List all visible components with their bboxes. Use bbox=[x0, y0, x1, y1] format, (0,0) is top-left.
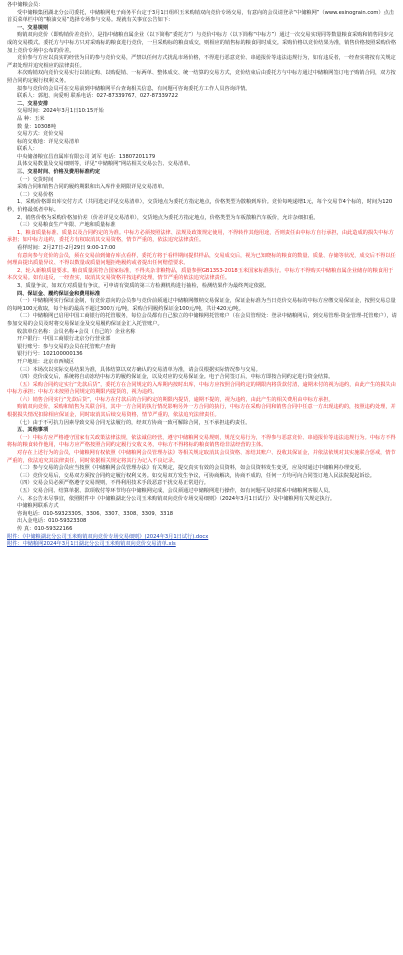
section-heading: 一、交易规则 bbox=[17, 24, 49, 31]
section-heading: 二、交易安排 bbox=[17, 100, 49, 107]
attachment-link[interactable]: 附件：中储粮网2024年3月1日湖北分公司玉米购销双向竞价交易清单.xls bbox=[7, 541, 176, 548]
body-paragraph: （一）中储粮网实行保证金制，有竞价意向的会员参与竞价前须通过中储粮网缴纳交易保证金，保证金标准为当日竞价交易标的中标方应缴交易保证金，按照交易总量的每吨100元收取，每个标的最高不超过300万元/吨，采购合同履约保证金100元/吨，共计420元/吨。 bbox=[7, 298, 396, 312]
body-paragraph: 标的交收地：详见交易清单 bbox=[17, 138, 80, 145]
section-heading: 五、其他事项 bbox=[17, 427, 49, 434]
warning-paragraph: 2、轮入新粮质量要求。粮食质量需符合国家标准，不得夹杂非粮物品，质量参照GB1353-2018玉米国家标准执行。中标方不得购买中储粮直属企业储存的粮食用于本次交易。如有违反，一经查实，取消其交易资格并按违约处理，情节严重的依法追究法律责任。 bbox=[7, 267, 394, 282]
body-paragraph: 品 种：玉米 bbox=[17, 115, 45, 122]
body-paragraph: 交易方式：竞价交易 bbox=[17, 131, 64, 138]
body-paragraph: （三）交易粮食生产年限、产地和质量标准 bbox=[17, 222, 116, 229]
warning-paragraph: 对存在上述行为的会员，中储粮网有权依照《中储粮网会员管理办法》等相关规定取消其会员资格、冻结其账户、没收其保证金，并依法依规对其实施联合惩戒，情节严重的，依法追究其法律责任，同时依据相关规定将其行为记入不良记录。 bbox=[7, 450, 396, 464]
body-paragraph: 拟参与竞价的会员可在交易前到中储粮网平台查询相关信息，有问题可咨询委托方工作人员咨询详情。 bbox=[17, 85, 251, 92]
section-heading: 三、交易时间、价格及费用标准约定 bbox=[17, 169, 101, 176]
body-paragraph: 出入金电话：010-59323308 bbox=[17, 518, 87, 525]
body-paragraph: 竞价参与方应以真实的经营为目的参与竞价交易，严禁以任何方式扰乱市场价格，不得进行恶意竞价、串通报价等违法违规行为，如有违反者，一经查实将按有关规定严肃处理并追究相应的法律责任。 bbox=[7, 55, 396, 69]
body-paragraph: （二）交易价格 bbox=[17, 191, 54, 198]
body-paragraph: （二）参与交易的会员应当按照《中储粮网会员管理办法》有关规定，提交真实有效的会员资料，如会员资料发生变更，应及时通过中储粮网办理变更。 bbox=[17, 465, 365, 472]
body-paragraph: （三）竞价交易后，交易双方须按合同约定履行权利义务。如交易双方发生争议，可协商解决，协商不成的，任何一方均可向合同签订地人民法院提起诉讼。 bbox=[17, 472, 375, 479]
warning-paragraph: （六）销售合同实行“先款后货”，中标方在付款后的合同约定的期限内提货，逾期不提的，视为违约，由此产生的相关费用由中标方承担。 bbox=[17, 396, 334, 403]
body-paragraph: 银行账号：参与交易的会员在托管账户查询 bbox=[17, 343, 116, 350]
body-paragraph: 联系人：郭旭、向爱明 联系电话：027-87339767、027-87339722 bbox=[17, 93, 179, 100]
body-paragraph: 交易时间：2024年3月1日10:15开始 bbox=[17, 108, 104, 115]
warning-paragraph: （五）采购合同约定实行“先款后货”，委托方在合同规定的入库期内按时出库，中标方应按照合同约定的期限内将货款付清，逾期未付的视为违约，由此产生的损失由中标方承担；中标方未按照合同规定的期限内提货的，视为违约。 bbox=[7, 381, 396, 396]
body-paragraph: （二）中储粮网已启用中国工商银行的托管服务，每位会员都有自己独立的中储粮网托管账户（在会员管理处：登录中储粮网后，到交易管理-资金管理-托管账户），请参加交易的会员及时将交易保证金及交易履约保证金汇入托管账户。 bbox=[7, 313, 397, 327]
body-paragraph: 咨询电话：010-59323305、3306、3307、3308、3309、3318 bbox=[17, 510, 174, 517]
warning-paragraph: （一）中标方应严格遵守国家有关政策法律法规，依法诚信经营，遵守中储粮网交易规则，规范交易行为，不得参与恶意竞价、串通报价等违法违规行为。中标方不得将标的粮食转作他用，中标方应严格按照合同约定履行交收义务，中标方不得将标的粮食销售给非法经营的主体。 bbox=[7, 434, 396, 449]
body-paragraph: （五）交易合同、结算单据、款项收付等环节均在中储粮网完成，会员须通过中储粮网进行操作，如有问题可及时联系中储粮网客服人员。 bbox=[17, 488, 334, 494]
body-paragraph: 看样时间：2月27日-2月29日 9:00-17:00 bbox=[17, 245, 116, 251]
body-paragraph: 采购合同和销售合同的履约期限和出入库作业期限详见交易清单。 bbox=[17, 184, 168, 191]
greeting-text: 各中储粮会员： bbox=[7, 2, 44, 8]
body-paragraph: 2、销售价格为采购价格加价差（价差详见交易清单），交货地点为委托方指定地点，价格类型为车板散粮汽车板价，允许杂细扣重。 bbox=[17, 214, 319, 221]
body-paragraph: （三）本场次以实际交易结果为准，具体结算以双方确认的交易清单为准，请会员根据实际情况参与交易。 bbox=[17, 366, 261, 373]
body-paragraph: 中储粮网联系方式 bbox=[17, 503, 59, 510]
section-heading: 四、保证金、履约保证金和费用标准 bbox=[17, 290, 101, 297]
body-paragraph: （一）交货时间 bbox=[17, 176, 54, 183]
body-paragraph: 传 真：010-59322166 bbox=[17, 525, 73, 532]
warning-paragraph: 有意向参与竞价的会员，须在交易前到储存库点看样，委托方将于看样期间提供样品，交易成交后，视为已知晓标的粮食的数量、质量、存储等状况，成交后不得以任何理由提出质量异议、不得以数量或质量问题拒绝履约或者提出任何赔偿要求。 bbox=[7, 252, 396, 267]
body-paragraph: 开户银行：中国工商银行北京分行营业部 bbox=[17, 336, 111, 343]
body-paragraph: 受中储粮集团湖北分公司委托，中储粮网电子商务平台定于3月1日组织玉米购销双向竞价专场交易，有意向的会员请登录“中储粮网”（www.esinograin.com）点击首页菜单栏中的“粮油交易”选择专场参与交易。现就有关事宜公告如下： bbox=[7, 9, 394, 24]
body-paragraph: 收款单位名称：会员名称+会员（自己的）企业名称 bbox=[17, 328, 136, 335]
body-paragraph: 3、质量争议，如双方对质量有争议，可申请有资质的第三方检测机构进行抽检，检测结果作为最终判定依据。 bbox=[17, 282, 270, 289]
body-paragraph: 本次购销双向竞价交易实行以销定购、以购促销、一标两单、整体成交、统一结算的交易方式，竞价结束后由委托方与中标方通过中储粮网签订电子购销合同，双方按照合同约定履行权利义务。 bbox=[7, 70, 396, 84]
body-paragraph: （七）由于不可抗力因素导致交易合同无法履行的，经双方协商一致可解除合同，互不承担违约责任。 bbox=[17, 419, 251, 426]
attachment-link[interactable]: 附件：《中储粮湖北分公司玉米购销双向竞价专场交易细则》(2024年3月1日试行).docx bbox=[7, 533, 209, 540]
body-paragraph: 六、本公告未尽事宜，依照附件中《中储粮湖北分公司玉米购销双向竞价专场交易细则》（2024年3月1日试行）及中储粮网有关规定执行。 bbox=[17, 495, 336, 502]
body-paragraph: 开户地址：北京市西城区 bbox=[17, 358, 75, 365]
warning-paragraph: 1、粮食质量标准、质量以及合同约定的为准。中标方必须按照法律、法规及政策规定使用，不得转作其他用途，否则责任由中标方自行承担，由此造成的损失中标方承担；如中标方违约，委托方有权取消其交易资格，情节严重的，依法追究法律责任。 bbox=[7, 229, 394, 244]
body-paragraph: 具体交易数量及交易细则等，详见“中储粮网”网站相关交易公告、交易清单。 bbox=[17, 161, 194, 168]
body-paragraph: （四）交易会员必须严格遵守交易规则，不得利用技术手段恶意干扰交易正常进行。 bbox=[17, 480, 209, 487]
body-paragraph: 银行行号：102100000136 bbox=[17, 351, 83, 358]
body-paragraph: 数 量：10308吨 bbox=[17, 123, 56, 130]
body-paragraph: 购销双向竞价（即购销价差竞价），是指中储粮直属企业（以下简称“委托方”）与竞价中标方（以下简称“中标方”）通过一次交易实现同等数量粮食采购和销售同步完成的交易模式。委托方与中标方只对采购标的粮食进行竞价，一旦采购标的粮食成交，则相应的销售标的粮食同时成交。采购价格以竞价结果为准，销售价格按照采购价格加上竞价专场中公布的价差。 bbox=[7, 32, 397, 54]
body-paragraph: （四）竞价成交后，系统将自动冻结中标方的履约保证金，以及对应的交易保证金。电子合同签订后，中标方即按合同约定进行资金结算。 bbox=[17, 374, 334, 381]
body-paragraph: 联系人： bbox=[17, 146, 38, 153]
warning-paragraph: 购销双向竞价，采购和销售为关联合同，其中一方合同的执行情况影响另外一方合同的执行，中标方在采购合同和销售合同中任意一方出现违约的，按照违约处理，并根据损失情况扣除相应保证金，同时取消其后续交易资格，情节严重的，依法追究法律责任。 bbox=[7, 404, 396, 419]
body-paragraph: 1、采购价格即出库交付方式（共同选定详见交易清单），交货地点为委托方指定地点，价格类型为散粮到库价。竞价每吨递增1元，每个交易节4个标的，时间为120秒，价格最低者中标。 bbox=[7, 199, 393, 214]
body-paragraph: 中央储备粮宜昌直属库有限公司 刘军 电话：13807201179 bbox=[17, 153, 156, 160]
